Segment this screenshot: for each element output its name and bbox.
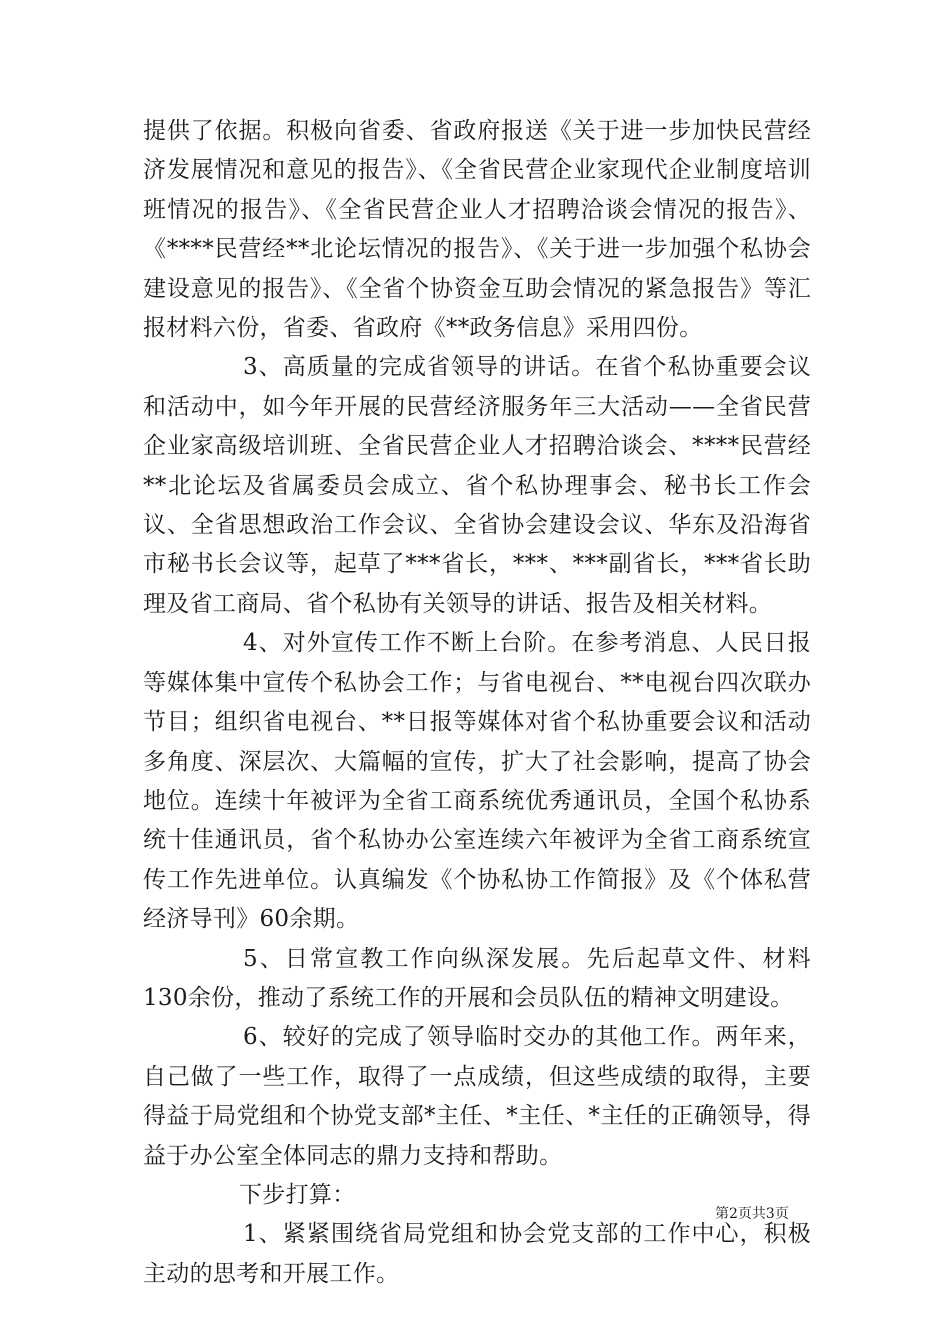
section-heading-next-steps: 下步打算：	[239, 1181, 356, 1208]
paragraph-item-6: 6、较好的完成了领导临时交办的其他工作。两年来，自己做了一些工作，取得了一点成绩，但这些成绩的取得，主要得益于局党组和个协党支部*主任、*主任、*主任的正确领导，得益于办公室全体同志的鼎力支持和帮助。	[143, 1024, 811, 1169]
paragraph-item-3: 3、高质量的完成省领导的讲话。在省个私协重要会议和活动中，如今年开展的民营经济服务年三大活动——全省民营企业家高级培训班、全省民营企业人才招聘洽谈会、****民营经**北论坛及省属委员会成立、省个私协理事会、秘书长工作会议、全省思想政治工作会议、全省协会建设会议、华东及沿海省市秘书长会议等，起草了***省长，***、***副省长，***省长助理及省工商局、省个私协有关领导的讲话、报告及相关材料。	[143, 354, 811, 617]
paragraph-item-5: 5、日常宣教工作向纵深发展。先后起草文件、材料130余份，推动了系统工作的开展和会员队伍的精神文明建设。	[143, 945, 811, 1011]
paragraph-plan-1: 1、紧紧围绕省局党组和协会党支部的工作中心，积极主动的思考和开展工作。	[143, 1221, 811, 1287]
paragraph-continued: 提供了依据。积极向省委、省政府报送《关于进一步加快民营经济发展情况和意见的报告》、《全省民营企业家现代企业制度培训班情况的报告》、《全省民营企业人才招聘洽谈会情况的报告》、《****民营经**北论坛情况的报告》、《关于进一步加强个私协会建设意见的报告》、《全省个协资金互助会情况的紧急报告》等汇报材料六份，省委、省政府《**政务信息》采用四份。	[143, 118, 811, 342]
document-body	[143, 112, 811, 1294]
page-number-footer: 第2页共3页	[715, 1206, 789, 1222]
paragraph-item-4: 4、对外宣传工作不断上台阶。在参考消息、人民日报等媒体集中宣传个私协会工作；与省电视台、**电视台四次联办节目；组织省电视台、**日报等媒体对省个私协重要会议和活动多角度、深层次、大篇幅的宣传，扩大了社会影响，提高了协会地位。连续十年被评为全省工商系统优秀通讯员，全国个私协系统十佳通讯员，省个私协办公室连续六年被评为全省工商系统宣传工作先进单位。认真编发《个协私协工作简报》及《个体私营经济导刊》60余期。	[143, 630, 811, 933]
